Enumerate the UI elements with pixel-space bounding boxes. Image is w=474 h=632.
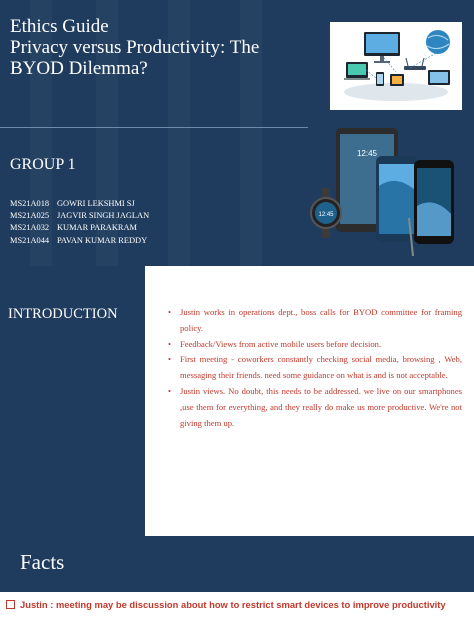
member-row bbox=[10, 235, 149, 247]
bullet-item bbox=[168, 384, 462, 431]
title-divider bbox=[0, 127, 308, 128]
member-row bbox=[10, 222, 149, 234]
title-line: Ethics Guide bbox=[10, 16, 109, 37]
member-name: PAVAN KUMAR REDDY bbox=[57, 235, 148, 245]
fact-text: Justin : meeting may be discussion about how to restrict smart devices to improve productivity bbox=[20, 599, 446, 610]
introduction-sidebar bbox=[0, 266, 145, 536]
bullet-item bbox=[168, 337, 462, 353]
bullet-text: First meeting - coworkers constantly checking social media, browsing , Web, messaging their friends. need some guidance on what is and is not acceptable. bbox=[180, 354, 462, 381]
facts-slide bbox=[0, 536, 474, 632]
checkbox-bullet-icon bbox=[6, 600, 15, 609]
fact-item bbox=[6, 598, 468, 611]
member-id: MS21A044 bbox=[10, 235, 50, 245]
introduction-bullets bbox=[168, 305, 462, 431]
slide-title bbox=[10, 16, 310, 79]
watch-clock: 12:45 bbox=[318, 212, 334, 218]
bullet-text: Justin views. No doubt, this needs to be addressed. we live on our smartphones ,use them for everything, and they really do make us more productive. We're not giving them up. bbox=[180, 385, 462, 428]
mobile-devices-image bbox=[310, 126, 468, 262]
member-name: GOWRI LEKSHMI SJ bbox=[57, 199, 135, 208]
member-name: JAGVIR SINGH JAGLAN bbox=[57, 211, 150, 221]
tablet-clock: 12:45 bbox=[356, 149, 378, 158]
group-label: GROUP 1 bbox=[10, 156, 76, 173]
member-id: MS21A032 bbox=[10, 223, 50, 233]
smart-devices-icon bbox=[310, 126, 468, 262]
connected-devices-image bbox=[330, 22, 462, 110]
bullet-item bbox=[168, 305, 462, 337]
bullet-text: Feedback/Views from active mobile users before decision. bbox=[180, 338, 382, 349]
bullet-dot: • bbox=[168, 385, 172, 396]
title-slide bbox=[0, 0, 474, 266]
member-id: MS21A025 bbox=[10, 211, 50, 221]
member-list bbox=[10, 198, 149, 247]
member-name: KUMAR PARAKRAM bbox=[57, 223, 137, 233]
member-row bbox=[10, 210, 149, 222]
bullet-dot: • bbox=[168, 307, 172, 317]
member-row bbox=[10, 198, 149, 210]
bullet-item bbox=[168, 352, 462, 384]
member-id: MS21A018 bbox=[10, 199, 50, 208]
facts-header bbox=[0, 536, 474, 592]
bullet-dot: • bbox=[168, 354, 172, 365]
devices-network-icon bbox=[330, 22, 462, 110]
title-line: BYOD Dilemma? bbox=[10, 58, 148, 79]
title-line: Privacy versus Productivity: The bbox=[10, 37, 260, 58]
introduction-heading: INTRODUCTION bbox=[8, 306, 118, 322]
bullet-text: Justin works in operations dept., boss calls for BYOD committee for framing policy. bbox=[180, 307, 462, 333]
bullet-dot: • bbox=[168, 338, 172, 349]
facts-heading: Facts bbox=[20, 550, 65, 574]
